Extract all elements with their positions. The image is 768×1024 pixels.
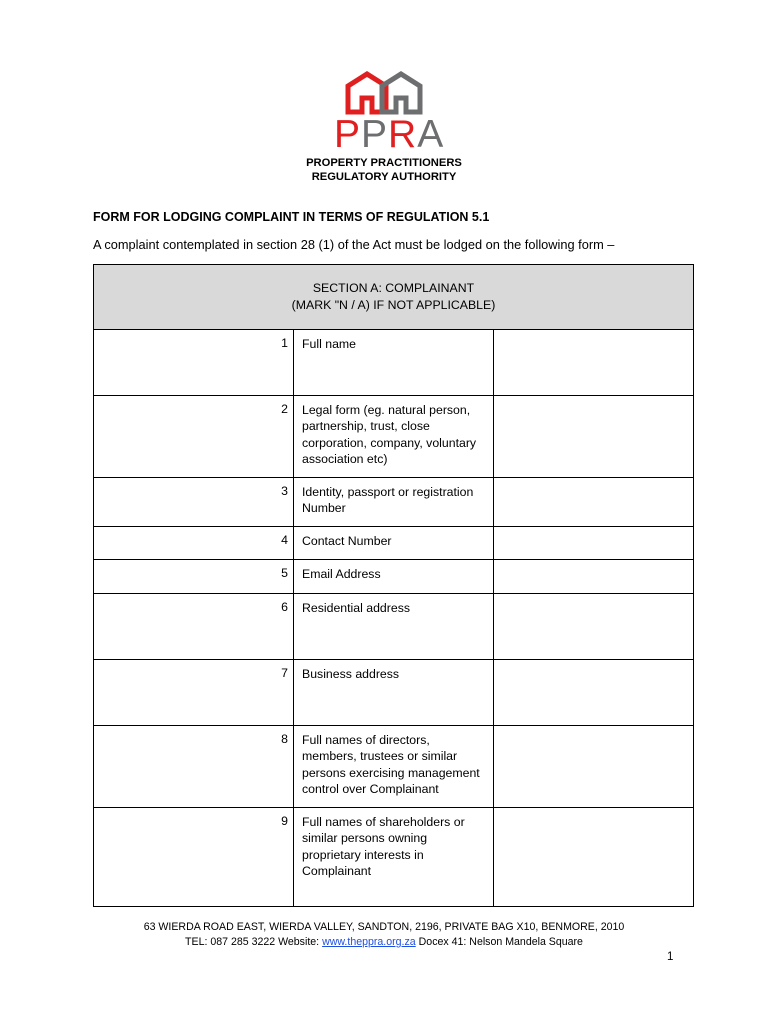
footer-docex: Docex 41: Nelson Mandela Square [415, 936, 583, 948]
row-number: 4 [94, 527, 294, 560]
row-number: 2 [94, 396, 294, 478]
logo-letter-2: P [361, 113, 389, 156]
table-row [94, 396, 694, 478]
legal-form-field[interactable] [494, 396, 694, 478]
logo-letter-4: A [417, 113, 445, 156]
row-label: Contact Number [294, 527, 494, 560]
row-number: 8 [94, 726, 294, 808]
row-label: Full names of shareholders or similar persons owning proprietary interests in Complainant [294, 808, 494, 907]
footer [0, 920, 768, 950]
row-number: 3 [94, 478, 294, 527]
table-row [94, 594, 694, 660]
org-name-line-2: REGULATORY AUTHORITY [311, 171, 457, 183]
table-row [94, 527, 694, 560]
row-label: Full name [294, 330, 494, 396]
shareholders-names-field[interactable] [494, 808, 694, 907]
logo-letter-1: P [334, 113, 362, 156]
row-label: Full names of directors, members, trustees or similar persons exercising management control over Complainant [294, 726, 494, 808]
footer-address-line: 63 WIERDA ROAD EAST, WIERDA VALLEY, SANDTON, 2196, PRIVATE BAG X10, BENMORE, 2010 [143, 921, 625, 933]
table-row [94, 726, 694, 808]
email-address-field[interactable] [494, 560, 694, 594]
table-row [94, 560, 694, 594]
ppra-logo-houses-icon [342, 68, 426, 116]
directors-names-field[interactable] [494, 726, 694, 808]
organisation-name [284, 156, 484, 184]
form-title: FORM FOR LODGING COMPLAINT IN TERMS OF REGULATION 5.1 [93, 210, 490, 224]
section-header [94, 265, 694, 330]
identity-number-field[interactable] [494, 478, 694, 527]
page-number: 1 [667, 951, 674, 963]
row-label: Business address [294, 660, 494, 726]
ppra-wordmark [334, 114, 444, 154]
section-subtitle: (MARK "N / A) IF NOT APPLICABLE) [291, 298, 496, 312]
section-header-row [94, 265, 694, 330]
intro-text: A complaint contemplated in section 28 (1) of the Act must be lodged on the following form – [93, 237, 615, 252]
website-link[interactable]: www.theppra.org.za [322, 936, 416, 948]
row-number: 1 [94, 330, 294, 396]
row-number: 7 [94, 660, 294, 726]
business-address-field[interactable] [494, 660, 694, 726]
row-number: 9 [94, 808, 294, 907]
org-name-line-1: PROPERTY PRACTITIONERS [306, 157, 462, 169]
logo-letter-3: R [388, 113, 418, 156]
table-row [94, 660, 694, 726]
contact-number-field[interactable] [494, 527, 694, 560]
row-label: Email Address [294, 560, 494, 594]
row-number: 5 [94, 560, 294, 594]
row-label: Residential address [294, 594, 494, 660]
complainant-section-table [93, 264, 694, 907]
full-name-field[interactable] [494, 330, 694, 396]
table-row [94, 808, 694, 907]
table-row [94, 330, 694, 396]
row-label: Identity, passport or registration Number [294, 478, 494, 527]
footer-contact-line [0, 935, 768, 950]
table-row [94, 478, 694, 527]
row-number: 6 [94, 594, 294, 660]
row-label: Legal form (eg. natural person, partnership, trust, close corporation, company, voluntary association etc) [294, 396, 494, 478]
residential-address-field[interactable] [494, 594, 694, 660]
section-title: SECTION A: COMPLAINANT [312, 281, 475, 295]
footer-tel: TEL: 087 285 3222 Website: [185, 936, 323, 948]
